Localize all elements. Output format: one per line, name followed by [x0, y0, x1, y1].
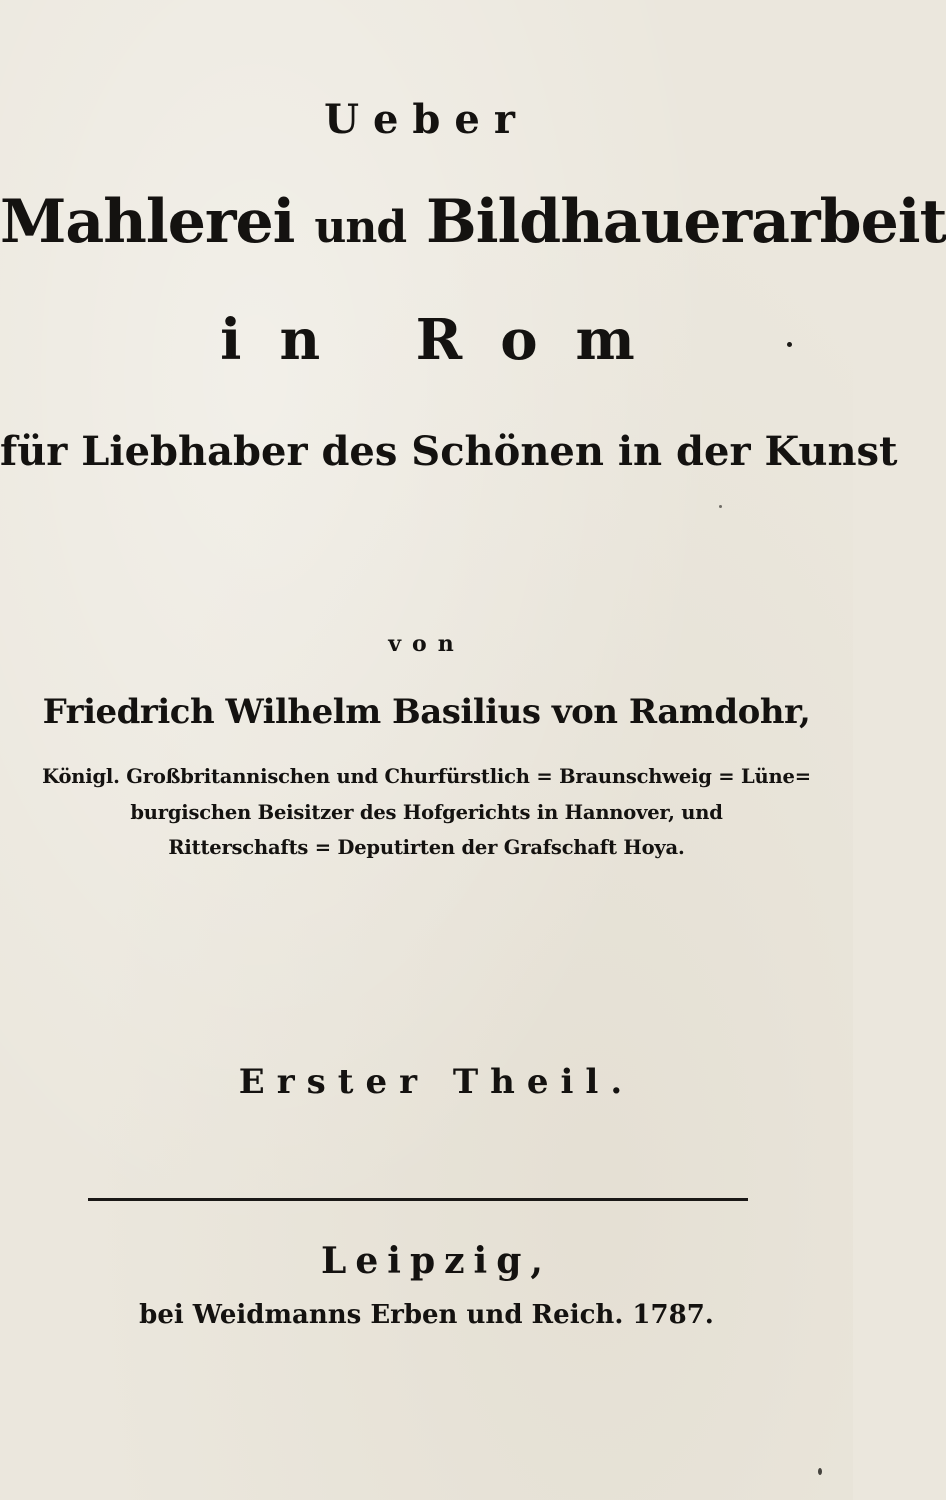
volume-part: Erster Theil. — [238, 1062, 635, 1102]
paper-speck — [787, 342, 792, 347]
horizontal-rule — [88, 1198, 748, 1201]
author-description-line-1: Königl. Großbritannischen und Churfürstlich = Braunschweig = Lüne= — [42, 765, 811, 788]
main-title — [0, 187, 946, 257]
subtitle: für Liebhaber des Schönen in der Kunst — [0, 428, 898, 475]
author-description-line-3: Ritterschafts = Deputirten der Grafschaft Hoya. — [168, 836, 685, 859]
main-title-und: und — [314, 202, 407, 253]
author-description-line-2: burgischen Beisitzer des Hofgerichts in Hannover, und — [130, 801, 723, 824]
author-name: Friedrich Wilhelm Basilius von Ramdohr, — [42, 692, 811, 732]
main-title-part1: Mahlerei — [0, 187, 295, 257]
paper-speck — [818, 1468, 822, 1475]
main-title-part2: Bildhauerarbeit — [426, 187, 946, 257]
title-in-rom: in Rom — [220, 307, 673, 373]
paper-speck — [719, 505, 722, 508]
imprint-publisher: bei Weidmanns Erben und Reich. 1787. — [139, 1300, 714, 1330]
imprint-city: Leipzig, — [321, 1240, 552, 1282]
byline-von: von — [388, 631, 465, 657]
heading-ueber: Ueber — [324, 96, 529, 143]
